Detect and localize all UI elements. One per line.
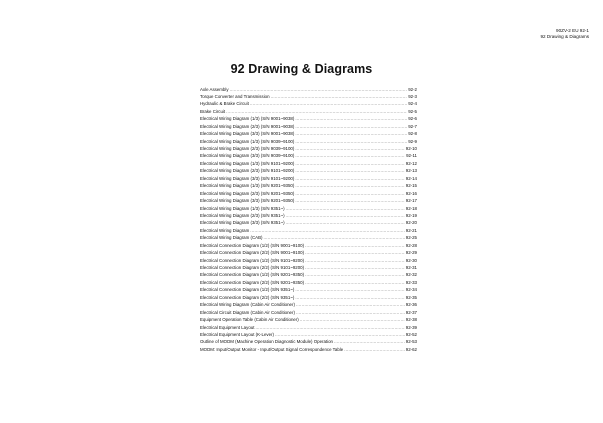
- toc-leader-dots: [295, 160, 404, 167]
- toc-entry[interactable]: [200, 242, 417, 249]
- toc-entry-page: 92-11: [406, 153, 417, 159]
- toc-entry-page: 92-29: [405, 250, 417, 256]
- toc-entry-title: Electrical Connection Diagram (1/2) (S/N 9001~9100): [200, 242, 305, 248]
- toc-leader-dots: [305, 249, 405, 256]
- toc-entry-page: 92-18: [405, 205, 417, 211]
- toc-entry[interactable]: [200, 249, 417, 256]
- toc-entry-page: 92-20: [405, 220, 417, 226]
- toc-entry[interactable]: [200, 86, 417, 93]
- toc-entry-page: 92-33: [405, 279, 417, 285]
- toc-entry[interactable]: [200, 264, 417, 271]
- toc-leader-dots: [295, 167, 404, 174]
- toc-entry[interactable]: [200, 219, 417, 226]
- toc-entry[interactable]: [200, 123, 417, 130]
- toc-entry-title: Equipment Operation Table (Cabin Air Conditioner): [200, 317, 299, 323]
- toc-entry-title: Electrical Connection Diagram (1/2) (S/N 9201~9350): [200, 272, 305, 278]
- toc-leader-dots: [286, 212, 405, 219]
- toc-entry-title: Electrical Equipment Layout: [200, 324, 255, 330]
- toc-leader-dots: [334, 338, 405, 345]
- toc-entry-title: Electrical Wiring Diagram (1/3) (S/N 9001~9038): [200, 116, 295, 122]
- toc-entry-page: 92-28: [405, 242, 417, 248]
- toc-entry-title: Electrical Wiring Diagram (Cabin Air Conditioner): [200, 302, 295, 308]
- toc-leader-dots: [250, 227, 404, 234]
- toc-entry[interactable]: [200, 152, 417, 159]
- toc-leader-dots: [286, 205, 405, 212]
- toc-entry-title: Electrical Connection Diagram (2/2) (S/N 9001~9100): [200, 250, 305, 256]
- toc-leader-dots: [230, 86, 408, 93]
- toc-entry-title: MODM: Input/Output Monitor - Input/Output Signal Correspondence Table: [200, 346, 344, 352]
- toc-entry-page: 92-32: [405, 272, 417, 278]
- toc-leader-dots: [305, 242, 405, 249]
- toc-entry-page: 92-35: [405, 294, 417, 300]
- toc-entry-page: 92-9: [408, 138, 417, 144]
- toc-leader-dots: [295, 145, 404, 152]
- toc-entry-title: Brake Circuit: [200, 108, 226, 114]
- toc-entry[interactable]: [200, 100, 417, 107]
- toc-entry-page: 92-30: [405, 257, 417, 263]
- toc-leader-dots: [295, 138, 407, 145]
- toc-entry-page: 92-53: [405, 339, 417, 345]
- toc-entry-page: 92-38: [405, 317, 417, 323]
- toc-entry[interactable]: [200, 175, 417, 182]
- toc-entry[interactable]: [200, 145, 417, 152]
- toc-entry-page: 92-31: [405, 265, 417, 270]
- toc-entry-title: Torque Converter and Transmission: [200, 93, 270, 99]
- toc-entry-page: 92-6: [408, 116, 417, 122]
- toc-entry-page: 92-4: [408, 101, 417, 107]
- toc-leader-dots: [344, 346, 405, 353]
- toc-entry-title: Electrical Wiring Diagram (CAB): [200, 235, 263, 241]
- toc-entry-title: Electrical Connection Diagram (1/2) (S/N 9351~): [200, 287, 295, 293]
- header-section: 92 Drawing & Diagrams: [540, 34, 589, 39]
- toc-entry[interactable]: [200, 167, 417, 174]
- page-header: [540, 28, 589, 40]
- header-code: 90ZV-2 EU 92-1: [556, 28, 589, 33]
- toc-entry-title: Electrical Connection Diagram (2/2) (S/N 9201~9350): [200, 279, 305, 285]
- toc-entry[interactable]: [200, 294, 417, 301]
- toc-entry[interactable]: [200, 205, 417, 212]
- toc-entry-page: 92-15: [405, 183, 417, 189]
- toc-leader-dots: [305, 271, 405, 278]
- toc-leader-dots: [305, 257, 405, 264]
- toc-entry-title: Electrical Wiring Diagram (1/3) (S/N 9201~9350): [200, 183, 295, 189]
- toc-entry-title: Electrical Wiring Diagram (3/3) (S/N 9101~9200): [200, 175, 295, 181]
- toc-entry-page: 92-7: [408, 123, 417, 129]
- toc-entry-title: Electrical Wiring Diagram (2/3) (S/N 9201~9350): [200, 190, 295, 196]
- toc-leader-dots: [296, 309, 405, 316]
- toc-leader-dots: [300, 316, 405, 323]
- toc-entry-page: 92-36: [405, 302, 417, 308]
- toc-entry[interactable]: [200, 279, 417, 286]
- toc-entry[interactable]: [200, 130, 417, 137]
- toc-entry-page: 92-12: [405, 160, 417, 166]
- toc-entry-page: 92-16: [405, 190, 417, 196]
- toc-entry[interactable]: [200, 324, 417, 331]
- toc-entry-title: Hydraulic & Brake Circuit: [200, 101, 249, 107]
- toc-leader-dots: [295, 294, 404, 301]
- toc-entry-title: Electrical Wiring Diagram (1/3) (S/N 9351~): [200, 205, 285, 211]
- toc-leader-dots: [295, 152, 405, 159]
- toc-entry[interactable]: [200, 93, 417, 100]
- toc-leader-dots: [296, 301, 405, 308]
- toc-entry[interactable]: [200, 160, 417, 167]
- toc-entry-title: Electrical Wiring Diagram (3/3) (S/N 9039~9100): [200, 153, 295, 159]
- toc-leader-dots: [295, 130, 407, 137]
- toc-entry[interactable]: [200, 197, 417, 204]
- toc-entry-page: 92-3: [408, 93, 417, 99]
- toc-leader-dots: [295, 123, 407, 130]
- toc-entry[interactable]: [200, 227, 417, 234]
- toc-entry-title: Electrical Wiring Diagram (1/3) (S/N 9101~9200): [200, 160, 295, 166]
- toc-leader-dots: [305, 264, 405, 271]
- toc-entry[interactable]: [200, 316, 417, 323]
- toc-entry-title: Electrical Wiring Diagram (2/3) (S/N 9351~): [200, 212, 285, 218]
- toc-entry-page: 92-5: [408, 108, 417, 114]
- toc-entry-page: 92-25: [405, 235, 417, 241]
- toc-leader-dots: [295, 175, 404, 182]
- toc-entry-title: Electrical Wiring Diagram (3/3) (S/N 9201~9350): [200, 198, 295, 204]
- toc-entry[interactable]: [200, 271, 417, 278]
- toc-entry-page: 92-13: [405, 168, 417, 174]
- toc-entry-page: 92-14: [405, 175, 417, 181]
- toc-entry[interactable]: [200, 338, 417, 345]
- toc-leader-dots: [295, 182, 404, 189]
- toc-entry[interactable]: [200, 212, 417, 219]
- toc-entry-page: 92-21: [405, 227, 417, 233]
- toc-entry-title: Outline of MODM (Machine Operation Diagnostic Module) Operation: [200, 339, 333, 345]
- toc-entry-title: Electrical Wiring Diagram (2/3) (S/N 9001~9038): [200, 123, 295, 129]
- toc-entry-title: Electrical Connection Diagram (2/2) (S/N 9351~): [200, 294, 295, 300]
- toc-leader-dots: [295, 197, 404, 204]
- toc-leader-dots: [295, 190, 404, 197]
- toc-entry-page: 92-34: [405, 287, 417, 293]
- toc-leader-dots: [263, 234, 404, 241]
- toc-entry-title: Electrical Wiring Diagram (2/3) (S/N 9101~9200): [200, 168, 295, 174]
- toc-entry-page: 92-17: [405, 198, 417, 204]
- toc-entry[interactable]: [200, 286, 417, 293]
- toc-entry[interactable]: [200, 182, 417, 189]
- toc-entry-page: 92-10: [405, 146, 417, 151]
- toc-entry-page: 92-8: [408, 131, 417, 137]
- toc-leader-dots: [275, 331, 405, 338]
- toc-entry-title: Electrical Wiring Diagram (3/3) (S/N 9001~9038): [200, 131, 295, 137]
- toc-entry-title: Electrical Equipment Layout (K-Lever): [200, 331, 274, 337]
- toc-entry-page: 92-37: [405, 309, 417, 315]
- toc-entry[interactable]: [200, 108, 417, 115]
- toc-entry[interactable]: [200, 257, 417, 264]
- toc-entry-page: 92-19: [405, 212, 417, 218]
- toc-entry-page: 92-2: [408, 86, 417, 92]
- toc-entry[interactable]: [200, 309, 417, 316]
- toc-entry[interactable]: [200, 190, 417, 197]
- table-of-contents: [200, 86, 417, 354]
- toc-entry-title: Electrical Wiring Diagram (2/3) (S/N 9039~9100): [200, 146, 295, 151]
- page-title: 92 Drawing & Diagrams: [230, 62, 373, 76]
- toc-entry-title: Electrical Wiring Diagram: [200, 227, 250, 233]
- toc-entry-title: Electrical Wiring Diagram (1/3) (S/N 9039~9100): [200, 138, 295, 144]
- toc-leader-dots: [271, 93, 408, 100]
- toc-entry-title: Electrical Circuit Diagram (Cabin Air Conditioner): [200, 309, 295, 315]
- toc-entry-page: 92-62: [405, 346, 417, 352]
- toc-leader-dots: [295, 115, 407, 122]
- toc-entry[interactable]: [200, 346, 417, 353]
- toc-leader-dots: [295, 286, 404, 293]
- toc-leader-dots: [255, 324, 404, 331]
- toc-entry-page: 92-52: [405, 331, 417, 337]
- toc-entry-title: Electrical Connection Diagram (1/2) (S/N 9101~9200): [200, 257, 305, 263]
- toc-entry-title: Axle Assembly: [200, 86, 229, 92]
- toc-entry-title: Electrical Wiring Diagram (3/3) (S/N 9351~): [200, 220, 285, 226]
- toc-entry[interactable]: [200, 234, 417, 241]
- toc-leader-dots: [286, 219, 405, 226]
- toc-entry-page: 92-39: [405, 324, 417, 330]
- toc-leader-dots: [250, 100, 407, 107]
- toc-entry[interactable]: [200, 331, 417, 338]
- toc-leader-dots: [305, 279, 405, 286]
- toc-entry-title: Electrical Connection Diagram (2/2) (S/N 9101~9200): [200, 265, 305, 270]
- toc-entry[interactable]: [200, 115, 417, 122]
- toc-entry[interactable]: [200, 301, 417, 308]
- toc-entry[interactable]: [200, 138, 417, 145]
- toc-leader-dots: [226, 108, 407, 115]
